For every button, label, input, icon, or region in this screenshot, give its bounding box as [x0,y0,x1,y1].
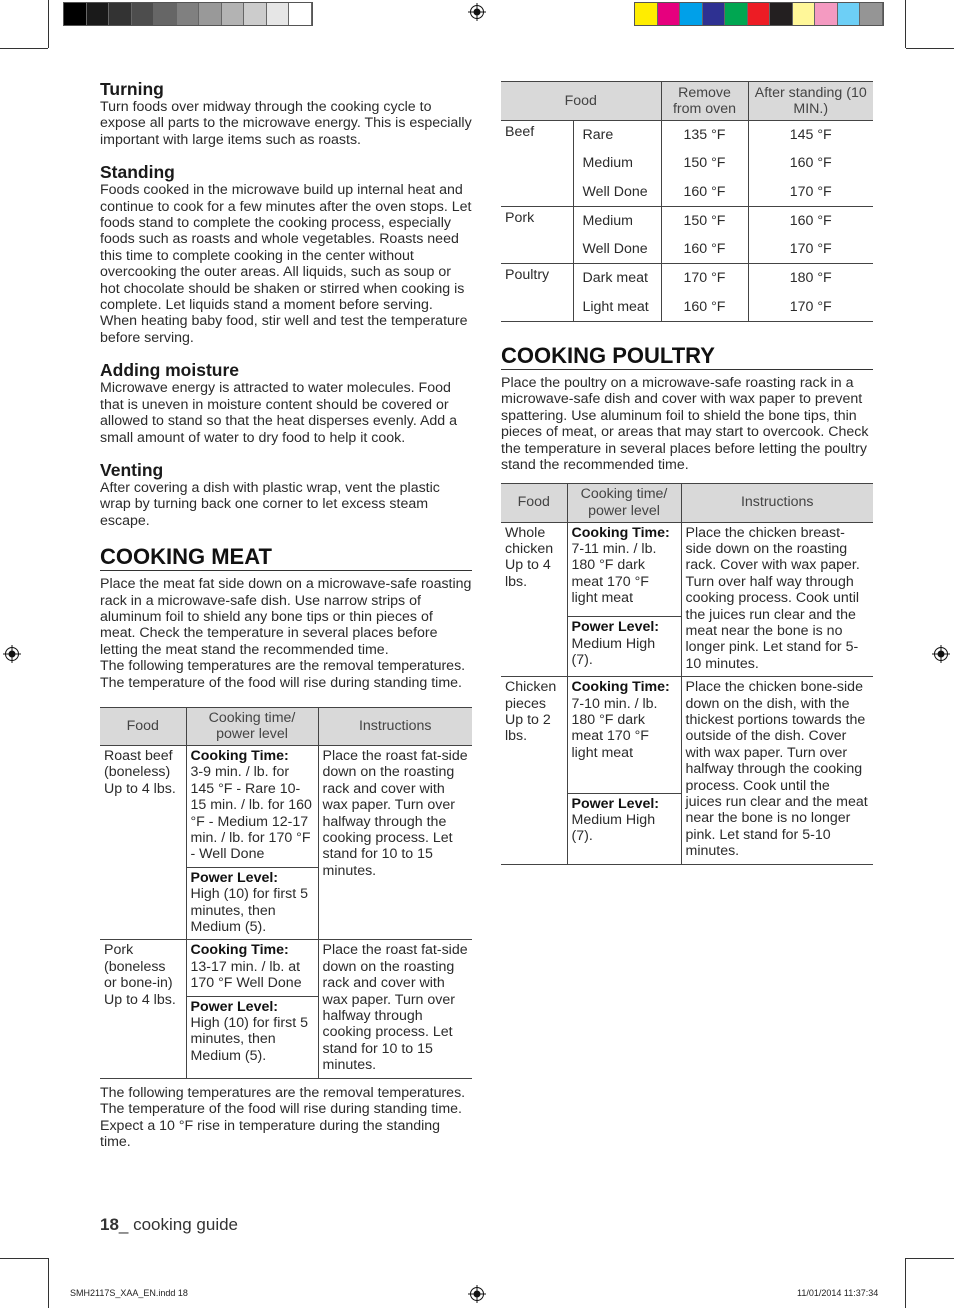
registration-mark-icon [468,3,486,21]
doneness-value: Rare [582,127,614,143]
crop-mark [906,48,954,49]
color-swatch [748,3,771,25]
page-footer [100,1215,238,1235]
remove-temp-value: 160 °F [683,298,726,315]
color-swatch [703,3,726,25]
gray-swatch [199,3,222,25]
power-level-label: Power Level: [571,795,660,812]
crop-mark [906,1258,954,1259]
slug-datetime: 11/01/2014 11:37:34 [797,1288,879,1298]
cooking-poultry-heading: COOKING POULTRY [501,344,873,370]
cooking-time-text: 7-10 min. / lb. 180 °F dark meat 170 °F light meat [571,695,658,761]
color-swatch [815,3,838,25]
color-swatch [725,3,748,25]
remove-temp-cell [661,264,748,322]
poultry-cooking-table [501,483,873,865]
crop-mark [905,1258,906,1308]
gray-swatch [222,3,245,25]
remove-temp-cell [661,206,748,264]
turning-text: Turn foods over midway through the cooking cycle to expose all parts to the microwave energy. This is especially important with large items such as roasts. [100,99,472,148]
page-number: 18 [100,1215,119,1234]
table-row [501,264,873,322]
table-header: Remove from oven [661,82,748,121]
registration-mark-icon [468,1285,486,1303]
crop-mark [905,0,906,48]
doneness-cell [573,121,661,207]
venting-heading: Venting [100,459,164,480]
food-cell: Poultry [501,264,573,322]
power-level-label: Power Level: [190,998,279,1015]
cooking-meat-heading: COOKING MEAT [100,545,472,571]
standing-temp-value: 170 °F [789,183,832,200]
meat-intro-text: Place the meat fat side down on a microwave-safe roasting rack in a microwave-safe dish. Use narrow strips of aluminum foil to shield any bone tips or thin pieces of meat. Check the temperature in several places before letting the meat stand the recommended time. [100,576,472,658]
right-column [501,81,873,865]
instructions-cell: Place the roast fat-side down on the roasting rack and cover with wax paper. Turn over halfway through the cooking process. Let stand for 10 to 15 minutes. [318,745,472,939]
standing-heading: Standing [100,162,175,183]
table-row [501,121,873,207]
color-swatch [770,3,793,25]
gray-swatch [64,3,87,25]
standing-temp-value: 180 °F [789,270,832,287]
remove-temp-value: 160 °F [683,183,726,200]
meat-after-text: The following temperatures are the removal temperatures. The temperature of the food will rise during standing time. Expect a 10 °F rise in temperature during the standing time. [100,1084,466,1150]
doneness-value: Well Done [582,241,648,258]
food-cell: Pork [501,206,573,264]
food-cell: Beef [501,121,573,207]
registration-mark-icon [932,645,950,663]
power-level-text: Medium High (7). [571,812,656,845]
crop-mark [48,1258,49,1308]
doneness-cell [573,264,661,322]
standing-temp-value: 160 °F [789,212,832,229]
cooking-time-label: Cooking Time: [190,942,289,959]
temperature-table [501,81,873,322]
color-swatch [680,3,703,25]
color-swatch [860,3,883,25]
venting-text: After covering a dish with plastic wrap, vent the plastic wrap by turning back one corner to let excess steam escape. [100,479,440,529]
cooking-time-label: Cooking Time: [190,747,289,764]
cooking-time-text: 3-9 min. / lb. for 145 °F - Rare 10-15 min. / lb. for 160 °F - Medium 12-17 min. / lb. for 170 °F - Well Done [190,764,312,863]
doneness-value: Dark meat [582,270,648,287]
color-swatch [658,3,681,25]
remove-temp-value: 150 °F [683,155,726,172]
power-level-cell [567,617,681,677]
power-level-cell [567,793,681,864]
food-cell: Whole chicken Up to 4 lbs. [501,522,567,677]
standing-temp-cell [748,264,873,322]
crop-mark [48,0,49,48]
gray-swatch [87,3,110,25]
table-row [100,745,472,867]
remove-temp-value: 135 °F [683,127,726,143]
food-cell: Roast beef (boneless) Up to 4 lbs. [100,745,186,939]
meat-removal-text: The following temperatures are the removal temperatures. The temperature of the food will rise during standing time. [100,658,466,691]
gray-swatch [177,3,200,25]
food-cell: Chicken pieces Up to 2 lbs. [501,677,567,864]
color-bar [634,2,884,26]
standing-temp-value: 160 °F [789,155,832,172]
doneness-value: Well Done [582,183,648,200]
cooking-time-label: Cooking Time: [571,679,670,696]
doneness-value: Medium [582,212,633,229]
footer-label: _ cooking guide [118,1215,239,1234]
gray-swatch [267,3,290,25]
gray-swatch [154,3,177,25]
standing-temp-value: 145 °F [789,127,832,143]
remove-temp-value: 170 °F [683,270,726,287]
remove-temp-value: 160 °F [683,241,726,258]
table-header: Instructions [318,707,472,745]
cooking-time-cell [567,677,681,793]
table-header: After standing (10 MIN.) [748,82,873,121]
crop-mark [0,48,48,49]
gray-swatch [132,3,155,25]
power-level-cell [186,867,318,940]
table-header: Cooking time/ power level [186,707,318,745]
table-header: Food [501,82,661,121]
table-header: Food [100,707,186,745]
cooking-time-cell [186,940,318,996]
power-level-cell [186,996,318,1078]
remove-temp-value: 150 °F [683,212,726,229]
table-row [501,522,873,617]
cooking-time-cell [567,522,681,617]
crop-mark [0,1258,48,1259]
poultry-intro-text: Place the poultry on a microwave-safe roasting rack in a microwave-safe dish and cover with wax paper to prevent spattering. Use aluminum foil to shield the bone tips, thin pieces of meat, or areas that may start to overcook. Check the temperature in several places before letting the poultry stand the recommended time. [501,375,869,474]
cooking-time-cell [186,745,318,867]
moisture-heading: Adding moisture [100,360,240,381]
power-level-text: Medium High (7). [571,635,656,669]
power-level-label: Power Level: [190,869,279,886]
table-header: Cooking time/ power level [567,483,681,522]
food-cell: Pork (boneless or bone-in) Up to 4 lbs. [100,940,186,1078]
gray-swatch [289,3,312,25]
table-row [100,940,472,996]
doneness-value: Light meat [582,298,649,315]
color-swatch [793,3,816,25]
turning-heading: Turning [100,79,164,99]
left-column [100,79,472,1150]
moisture-text: Microwave energy is attracted to water molecules. Food that is uneven in moisture content should be covered or allowed to stand so that the heat disperses evenly. Add a small amount of water to dry food to help it cook. [100,380,458,446]
doneness-value: Medium [582,155,633,172]
standing-temp-cell [748,206,873,264]
table-row [501,677,873,793]
registration-mark-icon [3,645,21,663]
power-level-text: High (10) for first 5 minutes, then Medium (5). [190,886,308,936]
instructions-cell: Place the chicken bone-side down on the dish, with the thickest portions towards the outside of the dish. Cover with wax paper. Turn over halfway through the cooking process. Cook until the juices run clear and the meat near the bone is no longer pink. Let stand for 5-10 minutes. [681,677,873,864]
grayscale-bar [63,2,313,26]
power-level-label: Power Level: [571,619,660,636]
standing-temp-cell [748,121,873,207]
standing-text: Foods cooked in the microwave build up internal heat and continue to cook for a few minutes after the oven stops. Let foods stand to complete the cooking process, especially foods such as roasts and whole vegetables. Roasts need this time to complete cooking in the center without overcooking the outer areas. All liquids, such as soup or hot chocolate should be shaken or stirred when cooking is complete. Let liquids stand a moment before serving. When heating baby food, stir well and test the temperature before serving. [100,182,472,346]
gray-swatch [244,3,267,25]
gray-swatch [109,3,132,25]
standing-temp-value: 170 °F [789,298,832,315]
table-header: Instructions [681,483,873,522]
table-row [501,206,873,264]
table-header: Food [501,483,567,522]
cooking-time-text: 13-17 min. / lb. at 170 °F Well Done [190,958,302,992]
slug-filename: SMH2117S_XAA_EN.indd 18 [70,1288,188,1298]
color-swatch [838,3,861,25]
cooking-time-text: 7-11 min. / lb. 180 °F dark meat 170 °F light meat [571,540,657,607]
doneness-cell [573,206,661,264]
color-swatch [635,3,658,25]
cooking-time-label: Cooking Time: [571,524,670,541]
power-level-text: High (10) for first 5 minutes, then Medium (5). [190,1015,308,1064]
instructions-cell: Place the roast fat-side down on the roasting rack and cover with wax paper. Turn over halfway through cooking process. Let stand for 10 to 15 minutes. [318,940,472,1078]
standing-temp-value: 170 °F [789,241,832,258]
remove-temp-cell [661,121,748,207]
instructions-cell: Place the chicken breast-side down on the roasting rack. Cover with wax paper. Turn over half way through cooking process. Cook until the juices run clear and the meat near the bone is no longer pink. Let stand for 5-10 minutes. [681,522,873,677]
meat-cooking-table [100,707,472,1079]
